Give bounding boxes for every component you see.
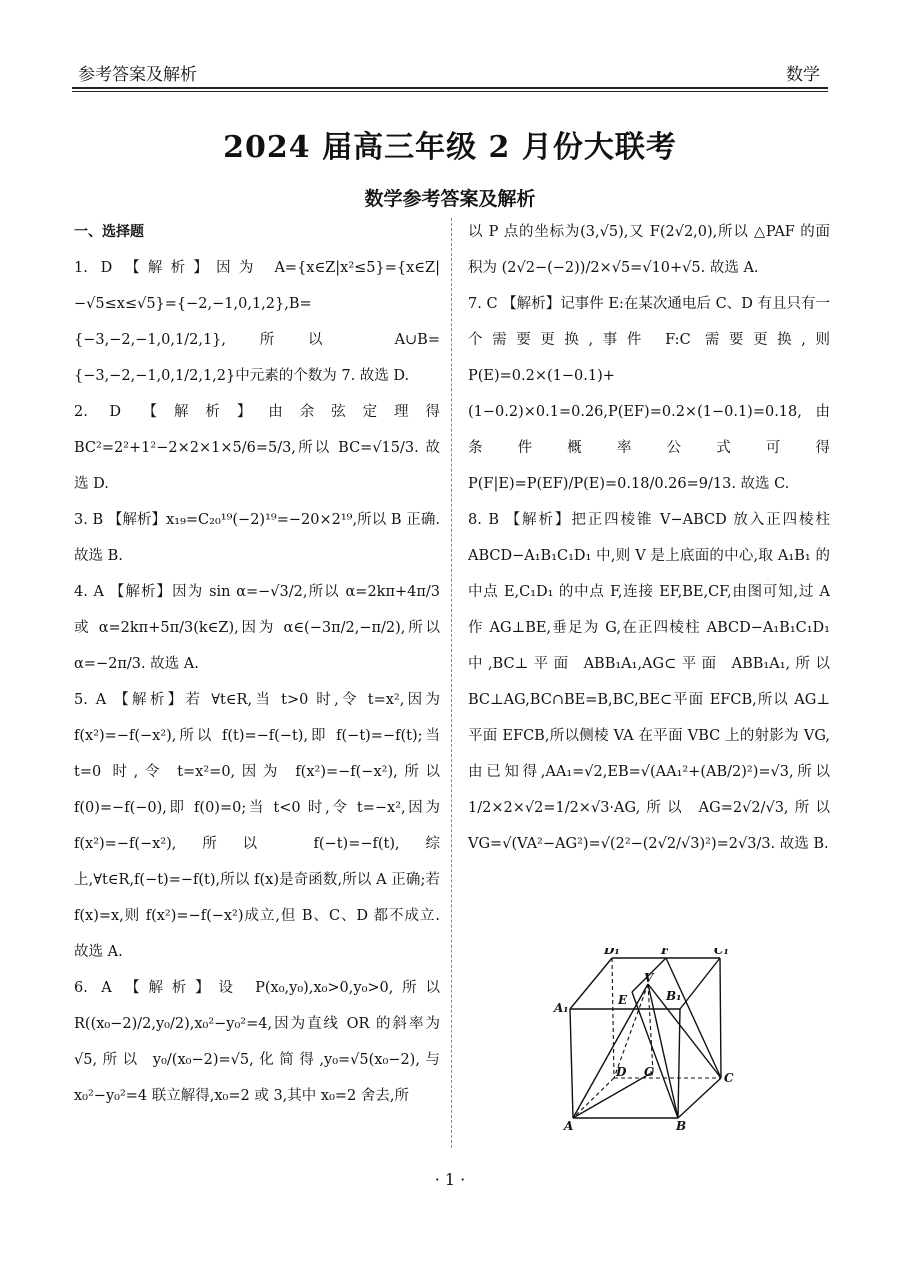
right-column	[468, 214, 830, 862]
label-c: C	[724, 1071, 734, 1085]
prism-figure	[548, 948, 748, 1138]
label-d1: D₁	[604, 948, 620, 957]
label-c1: C₁	[714, 948, 729, 957]
answer-6: 6. A 【解析】设 P(x₀,y₀),x₀>0,y₀>0,所以 R((x₀−2)/2,y₀/2),x₀²−y₀²=4,因为直线 OR 的斜率为 √5,所以 y₀/(x₀−2)=√5,化简得,y₀=√5(x₀−2),与 x₀²−y₀²=4 联立解得,x₀=2 或 3,其中 x₀=2 舍去,所	[74, 980, 440, 1104]
answer-2: 2. D 【解析】由余弦定理得 BC²=2²+1²−2×2×1×5/6=5/3,所以 BC=√15/3. 故选 D.	[74, 404, 440, 492]
header-rule	[72, 87, 828, 89]
answer-3: 3. B 【解析】x₁₉=C₂₀¹⁹(−2)¹⁹=−20×2¹⁹,所以 B 正确. 故选 B.	[74, 512, 440, 564]
document-subtitle: 数学参考答案及解析	[364, 188, 536, 210]
header-rule-thin	[72, 91, 828, 92]
answer-7: 7. C 【解析】记事件 E:在某次通电后 C、D 有且只有一个需要更换,事件 F:C 需要更换,则 P(E)=0.2×(1−0.1)+(1−0.2)×0.1=0.26,P(EF)=0.2×(1−0.1)=0.18,由条件概率公式可得 P(F|E)=P(EF)/P(E)=0.18/0.26=9/13. 故选 C.	[468, 296, 830, 492]
page-header	[72, 60, 828, 86]
label-f: F	[661, 948, 670, 957]
column-divider	[451, 218, 452, 1148]
left-column	[74, 214, 440, 1114]
answer-4: 4. A 【解析】因为 sin α=−√3/2,所以 α=2kπ+4π/3 或 α=2kπ+5π/3(k∈Z),因为 α∈(−3π/2,−π/2),所以 α=−2π/3. 故选 A.	[74, 584, 440, 672]
answer-6-continued: 以 P 点的坐标为(3,√5),又 F(2√2,0),所以 △PAF 的面积为 (2√2−(−2))/2×√5=√10+√5. 故选 A.	[468, 224, 830, 276]
answer-8: 8. B 【解析】把正四棱锥 V−ABCD 放入正四棱柱 ABCD−A₁B₁C₁D₁ 中,则 V 是上底面的中心,取 A₁B₁ 的中点 E,C₁D₁ 的中点 F,连接 EF,BE,CF,由图可知,过 A 作 AG⊥BE,垂足为 G,在正四棱柱 ABCD−A₁B₁C₁D₁ 中,BC⊥平面 ABB₁A₁,AG⊂平面 ABB₁A₁,所以 BC⊥AG,BC∩BE=B,BC,BE⊂平面 EFCB,所以 AG⊥平面 EFCB,所以侧棱 VA 在平面 VBC 上的射影为 VG,由已知得,AA₁=√2,EB=√(AA₁²+(AB/2)²)=√3,所以 1/2×2×√2=1/2×√3·AG,所以 AG=2√2/√3,所以 VG=√(VA²−AG²)=√(2²−(2√2/√3)²)=2√3/3. 故选 B.	[468, 512, 830, 852]
label-g: G	[644, 1065, 655, 1079]
answer-1: 1. D 【解析】因为 A={x∈Z|x²≤5}={x∈Z|−√5≤x≤√5}={−2,−1,0,1,2},B={−3,−2,−1,0,1/2,1},所以 A∪B={−3,−2,−1,0,1/2,1,2}中元素的个数为 7. 故选 D.	[74, 260, 440, 384]
label-v: V	[644, 971, 654, 985]
header-subject: 数学	[786, 65, 820, 85]
header-left: 参考答案及解析	[78, 65, 197, 85]
label-b1: B₁	[666, 989, 682, 1003]
label-a1: A₁	[554, 1001, 569, 1015]
label-a: A	[564, 1119, 574, 1133]
label-d: D	[616, 1065, 627, 1079]
prism-diagram	[548, 948, 748, 1138]
page-number: · 1 ·	[434, 1170, 466, 1189]
label-b: B	[676, 1119, 687, 1133]
document-title: 2024 届高三年级 2 月份大联考	[223, 130, 677, 165]
label-e: E	[618, 993, 628, 1007]
answer-5: 5. A 【解析】若 ∀t∈R,当 t>0 时,令 t=x²,因为 f(x²)=−f(−x²),所以 f(t)=−f(−t),即 f(−t)=−f(t);当 t=0 时,令 t=x²=0,因为 f(x²)=−f(−x²),所以 f(0)=−f(−0),即 f(0)=0;当 t<0 时,令 t=−x²,因为 f(x²)=−f(−x²),所以 f(−t)=−f(t),综上,∀t∈R,f(−t)=−f(t),所以 f(x)是奇函数,所以 A 正确;若 f(x)=x,则 f(x²)=−f(−x²)成立,但 B、C、D 都不成立. 故选 A.	[74, 692, 440, 960]
section-heading: 一、选择题	[74, 224, 144, 240]
